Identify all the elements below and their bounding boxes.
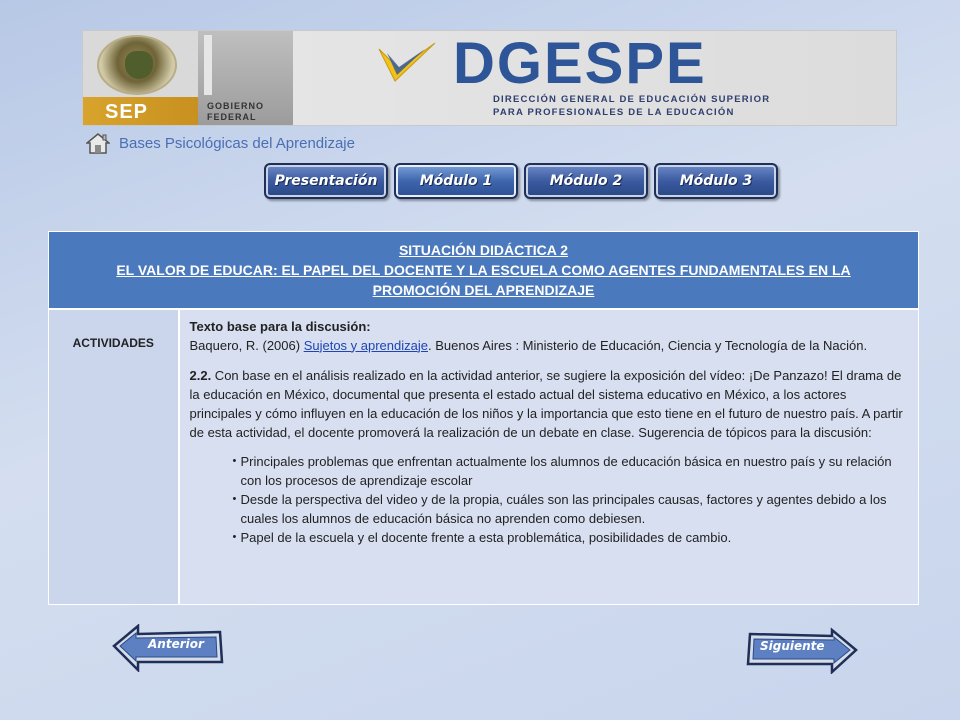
header-banner bbox=[82, 30, 897, 126]
home-icon[interactable] bbox=[86, 132, 110, 154]
list-item: • Principales problemas que enfrentan actualmente los alumnos de educación básica en nuestro país y su relación con los procesos de aprendizaje escolar bbox=[236, 452, 909, 490]
activity-table bbox=[48, 231, 919, 605]
tab-presentacion[interactable]: Presentación bbox=[264, 163, 388, 199]
activity-number: 2.2. bbox=[189, 367, 212, 383]
anterior-button[interactable] bbox=[112, 624, 224, 672]
dgespe-check-icon bbox=[377, 39, 437, 91]
header-link-title-line1[interactable]: EL VALOR DE EDUCAR: EL PAPEL DEL DOCENTE Y LA ESCUELA COMO AGENTES FUNDAMENTALES EN LA bbox=[116, 261, 851, 278]
tab-modulo-1[interactable]: Módulo 1 bbox=[394, 163, 518, 199]
activities-label: ACTIVIDADES bbox=[72, 335, 154, 350]
citation bbox=[190, 336, 909, 355]
siguiente-button[interactable] bbox=[746, 626, 858, 674]
tab-modulo-2[interactable]: Módulo 2 bbox=[524, 163, 648, 199]
module-nav bbox=[264, 163, 778, 199]
table-header bbox=[49, 232, 919, 309]
activities-content bbox=[179, 309, 919, 605]
sep-logo-block bbox=[83, 31, 198, 126]
list-item: • Desde la perspectiva del video y de la propia, cuáles son las principales causas, factores y agentes debido a los cuales los alumnos de educación básica no aprenden como debiesen. bbox=[236, 490, 909, 528]
header-link-situacion[interactable]: SITUACIÓN DIDÁCTICA 2 bbox=[398, 241, 569, 258]
citation-link[interactable]: Sujetos y aprendizaje bbox=[303, 337, 428, 353]
dgespe-subtitle-line2: PARA PROFESIONALES DE LA EDUCACIÓN bbox=[493, 107, 735, 118]
activity-paragraph bbox=[190, 366, 909, 442]
national-seal-icon bbox=[97, 35, 177, 95]
siguiente-label: Siguiente bbox=[760, 639, 825, 653]
citation-prefix: Baquero, R. (2006) bbox=[189, 337, 304, 353]
dgespe-logo bbox=[293, 31, 897, 126]
citation-suffix: . Buenos Aires : Ministerio de Educación, Ciencia y Tecnología de la Nación. bbox=[428, 337, 868, 353]
anterior-label: Anterior bbox=[148, 637, 204, 651]
gobierno-federal-label: GOBIERNO FEDERAL bbox=[207, 101, 265, 122]
tab-modulo-3[interactable]: Módulo 3 bbox=[654, 163, 778, 199]
activity-text: Con base en el análisis realizado en la actividad anterior, se sugiere la exposición del vídeo: ¡De Panzazo! El drama de la educación en México, documental que presenta el estado actual del sistema educativo en México, a los actores principales y cómo influyen en la educación de los niños y la importancia que esto tiene en el futuro de nuestro país. A partir de esta actividad, el docente promoverá la realización de un debate en clase. Sugerencia de tópicos para la discusión: bbox=[189, 367, 903, 440]
breadcrumb bbox=[86, 131, 355, 155]
dgespe-title: DGESPE bbox=[453, 31, 707, 96]
topic-list bbox=[236, 452, 909, 547]
dgespe-subtitle bbox=[493, 93, 893, 119]
base-text-title: Texto base para la discusión: bbox=[189, 318, 371, 334]
list-item: • Papel de la escuela y el docente frente a esta problemática, posibilidades de cambio. bbox=[236, 528, 909, 547]
activities-label-cell bbox=[49, 309, 179, 605]
breadcrumb-label[interactable]: Bases Psicológicas del Aprendizaje bbox=[119, 134, 355, 152]
header-link-title-line2[interactable]: PROMOCIÓN DEL APRENDIZAJE bbox=[372, 281, 595, 298]
sep-label: SEP bbox=[105, 101, 149, 123]
dgespe-subtitle-line1: DIRECCIÓN GENERAL DE EDUCACIÓN SUPERIOR bbox=[493, 94, 771, 105]
